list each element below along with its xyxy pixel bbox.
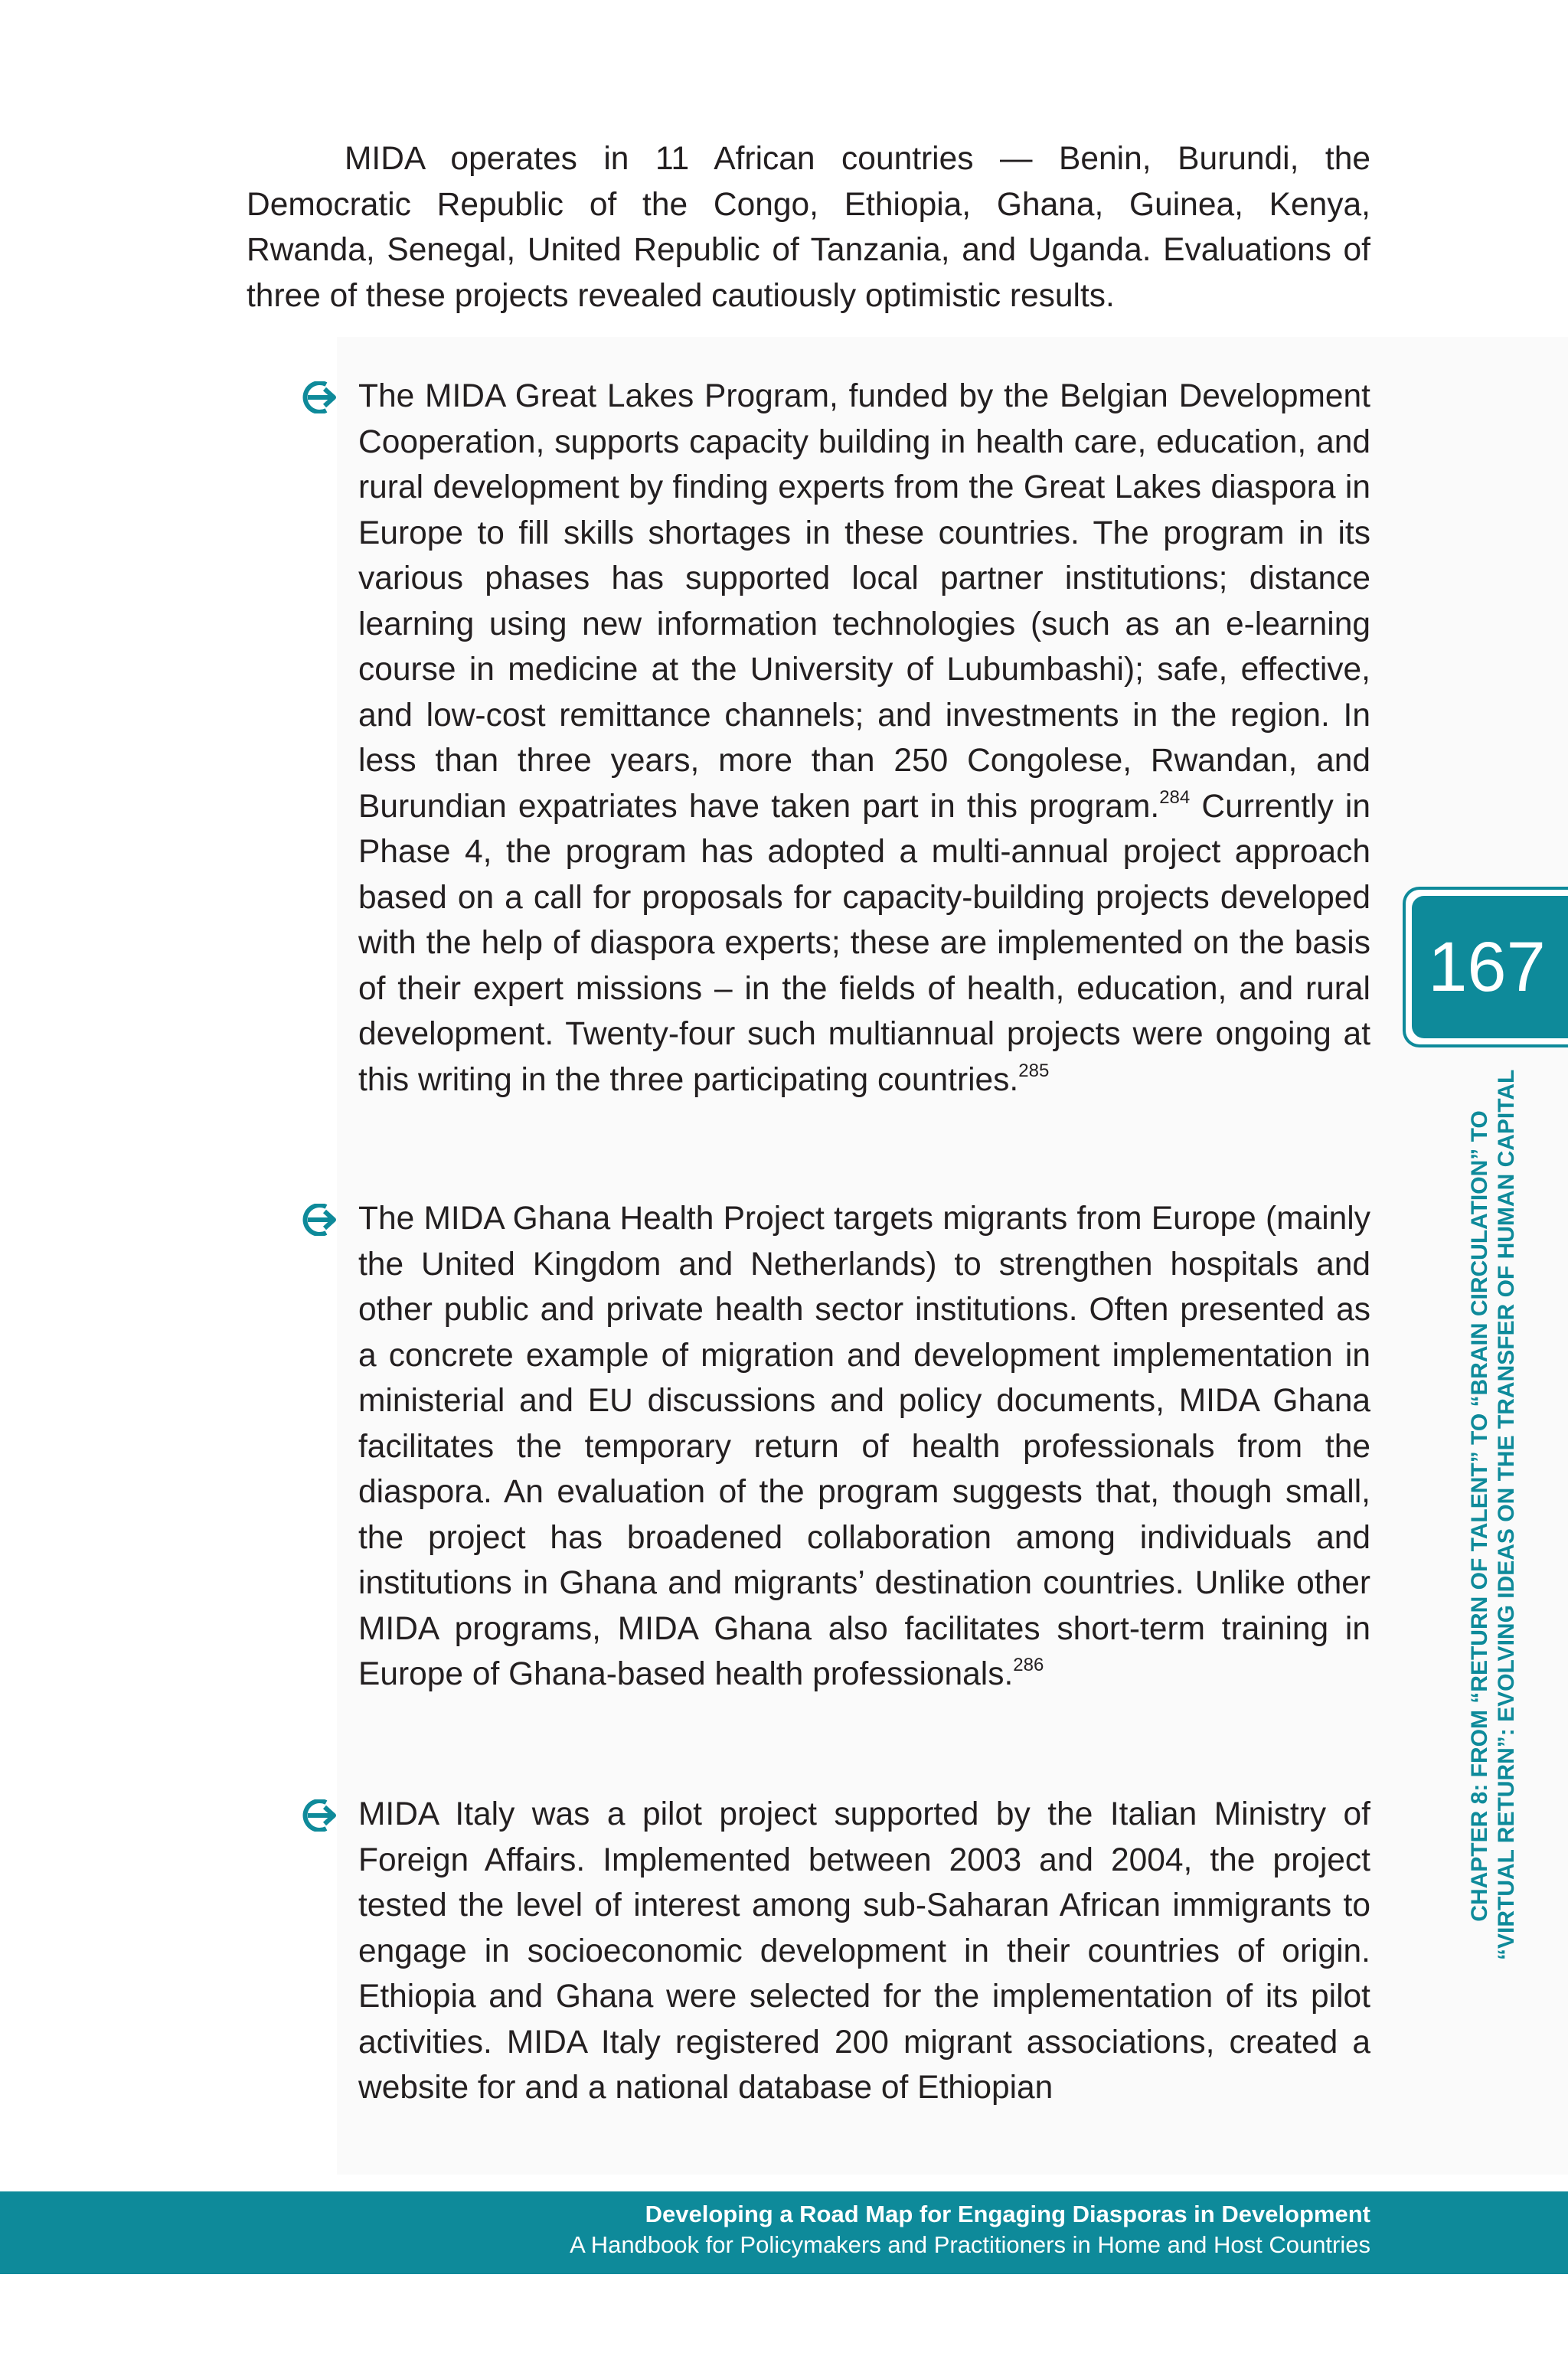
- intro-paragraph: [247, 136, 1370, 319]
- bullet-ghana-health: [358, 1196, 1370, 1698]
- bullet-text-part: The MIDA Ghana Health Project targets migrants from Europe (mainly the United Kingdom and Netherlands) to strengthen hospitals and other public and private health sector institutions. Often presented as a concrete example of migration and development implementation in ministerial and EU discussions and policy documents, MIDA Ghana facilitates the temporary return of health professionals from the diaspora. An evaluation of the program suggests that, though small, the project has broadened collaboration among individuals and institutions in Ghana and migrants’ destination countries. Unlike other MIDA programs, MIDA Ghana also facilitates short-term training in Europe of Ghana-based health professionals.: [358, 1201, 1370, 1692]
- footer-subtitle: A Handbook for Policymakers and Practitioners in Home and Host Countries: [570, 2231, 1370, 2258]
- bullet-text: [358, 1196, 1370, 1698]
- page-number-tab: [1403, 887, 1568, 1047]
- arrow-bullet-icon: [302, 381, 337, 413]
- page-number: 167: [1412, 896, 1568, 1038]
- bullet-text-part: MIDA Italy was a pilot project supported by the Italian Ministry of Foreign Affairs. Implemented between 2003 and 2004, the project tested the level of interest among sub-Saharan African immigrants to engage in socioeconomic development in their countries of origin. Ethiopia and Ghana were selected for the implementation of its pilot activities. MIDA Italy registered 200 migrant associations, created a website for and a national database of Ethiopian: [358, 1796, 1370, 2106]
- arrow-bullet-icon: [302, 1204, 337, 1236]
- footnote-ref: 286: [1013, 1655, 1044, 1675]
- chapter-title-line: “VIRTUAL RETURN”: EVOLVING IDEAS ON THE TRANSFER OF HUMAN CAPITAL: [1494, 1069, 1519, 1960]
- arrow-bullet-icon: [302, 1799, 337, 1832]
- bullet-text-part: The MIDA Great Lakes Program, funded by the Belgian Development Cooperation, supports capacity building in health care, education, and rural development by finding experts from the Great Lakes diaspora in Europe to fill skills shortages in these countries. The program in its various phases has supported local partner institutions; distance learning using new information technologies (such as an e-learning course in medicine at the University of Lubumbashi); safe, effective, and low-cost remittance channels; and investments in the region. In less than three years, more than 250 Congolese, Rwandan, and Burundian expatriates have taken part in this program.: [358, 378, 1370, 825]
- chapter-title-line: CHAPTER 8: FROM “RETURN OF TALENT” TO “BRAIN CIRCULATION” TO: [1467, 1110, 1492, 1922]
- intro-text: MIDA operates in 11 African countries — Benin, Burundi, the Democratic Republic of the Congo, Ethiopia, Ghana, Guinea, Kenya, Rwanda, Senegal, United Republic of Tanzania, and Uganda. Evaluations of three of these projects revealed cautiously optimistic results.: [247, 141, 1370, 314]
- footer-title: Developing a Road Map for Engaging Diasporas in Development: [645, 2201, 1370, 2227]
- bullet-text: [358, 1792, 1370, 2111]
- footer-bar: [0, 2191, 1568, 2274]
- footnote-ref: 285: [1018, 1060, 1050, 1081]
- bullet-mida-italy: [358, 1792, 1370, 2111]
- bullet-text-part: Currently in Phase 4, the program has adopted a multi-annual project approach based on a call for proposals for capacity-building projects developed with the help of diaspora experts; these are implemented on the basis of their expert missions – in the fields of health, education, and rural development. Twenty-four such multiannual projects were ongoing at this writing in the three participating countries.: [358, 788, 1370, 1098]
- bullet-text: [358, 374, 1370, 1103]
- chapter-running-head: [1455, 1069, 1531, 1960]
- bullet-great-lakes: [358, 374, 1370, 1103]
- footnote-ref: 284: [1159, 786, 1191, 808]
- chapter-title: [1466, 1069, 1520, 1960]
